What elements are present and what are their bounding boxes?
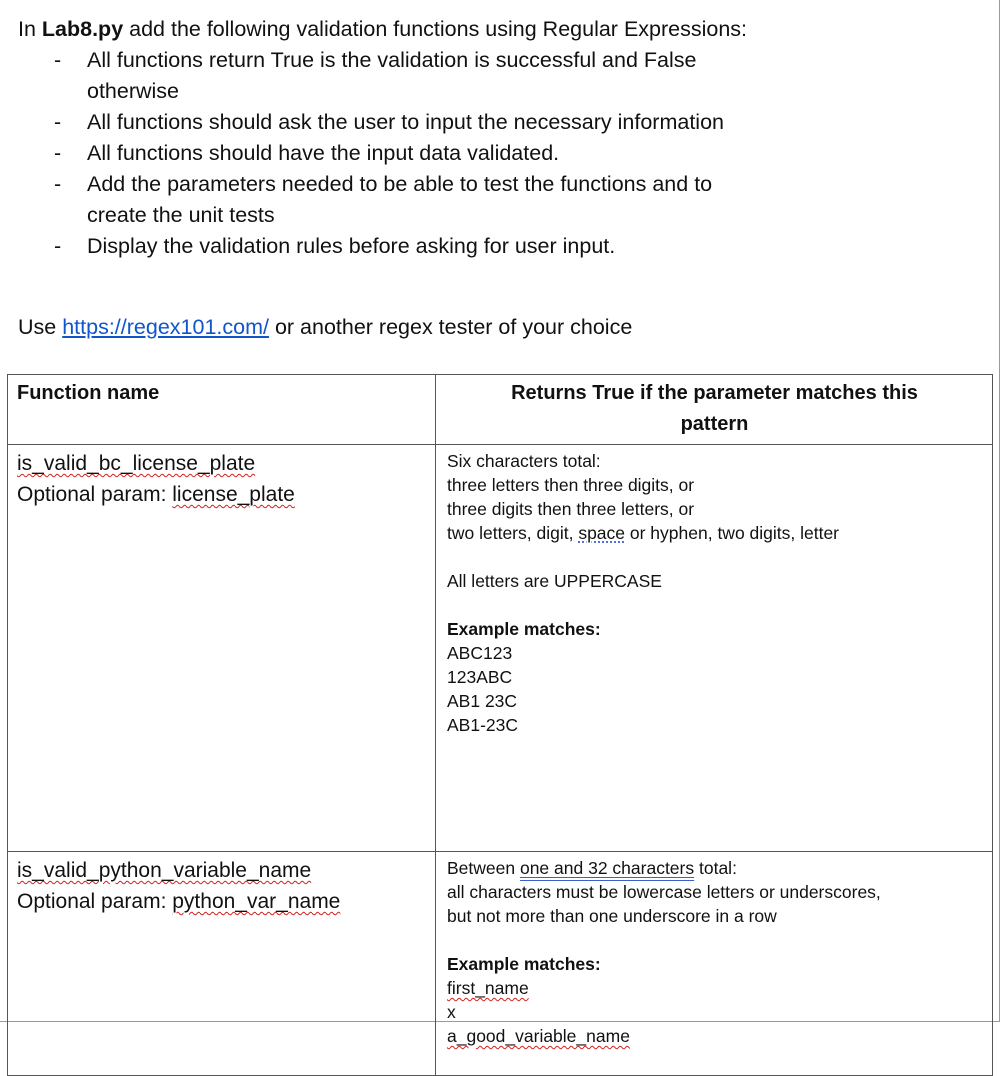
function-cell: is_valid_python_variable_name Optional param: python_var_name [8, 852, 436, 1076]
validation-rules-table [7, 374, 993, 1076]
filename: Lab8.py [41, 17, 124, 41]
example-match: first_name [447, 978, 529, 998]
dash-bullet: - [54, 110, 62, 134]
pattern-cell: Between one and 32 characters total: all characters must be lowercase letters or underscores, but not more than one underscore in a row Example matches: first_name x a_good_variable_name [436, 852, 993, 1076]
example-match: a_good_variable_name [447, 1026, 630, 1046]
intro-sentence: In Lab8.py add the following validation functions using Regular Expressions: [18, 17, 748, 41]
example-match: AB1-23C [447, 715, 519, 735]
param-name: license_plate [172, 483, 295, 506]
function-name: is_valid_bc_license_plate [17, 452, 256, 475]
examples-label: Example matches: [447, 619, 601, 639]
examples-label: Example matches: [447, 954, 601, 974]
example-match: x [447, 1002, 456, 1022]
header-function-name: Function name [8, 375, 436, 445]
table-row [8, 445, 993, 852]
dash-bullet: - [54, 234, 62, 258]
regex-tester-line: Use https://regex101.com/ or another regex tester of your choice [18, 315, 633, 339]
list-item: - All functions should ask the user to input the necessary information [54, 107, 978, 138]
requirements-list [54, 45, 978, 262]
dash-bullet: - [54, 48, 62, 72]
instructions-block [18, 14, 978, 262]
regex101-link[interactable]: https://regex101.com/ [62, 315, 269, 339]
table-header-row [8, 375, 993, 445]
list-item: - Display the validation rules before asking for user input. [54, 231, 978, 262]
pattern-cell: Six characters total: three letters then three digits, or three digits then three letters, or two letters, digit, space or hyphen, two digits, letter All letters are UPPERCASE Example matches: ABC123 123ABC AB1 23C AB1-23C [436, 445, 993, 852]
param-name: python_var_name [172, 890, 341, 913]
dash-bullet: - [54, 141, 62, 165]
header-returns: Returns True if the parameter matches this pattern [436, 375, 993, 445]
function-name: is_valid_python_variable_name [17, 859, 312, 882]
list-item: - All functions return True is the validation is successful and False otherwise [54, 45, 978, 107]
example-match: 123ABC [447, 667, 513, 687]
dash-bullet: - [54, 172, 62, 196]
example-match: ABC123 [447, 643, 513, 663]
example-match: AB1 23C [447, 691, 518, 711]
function-cell: is_valid_bc_license_plate Optional param: license_plate [8, 445, 436, 852]
table-row [8, 852, 993, 1076]
list-item: - All functions should have the input data validated. [54, 138, 978, 169]
list-item: - Add the parameters needed to be able to test the functions and to create the unit tests [54, 169, 978, 231]
